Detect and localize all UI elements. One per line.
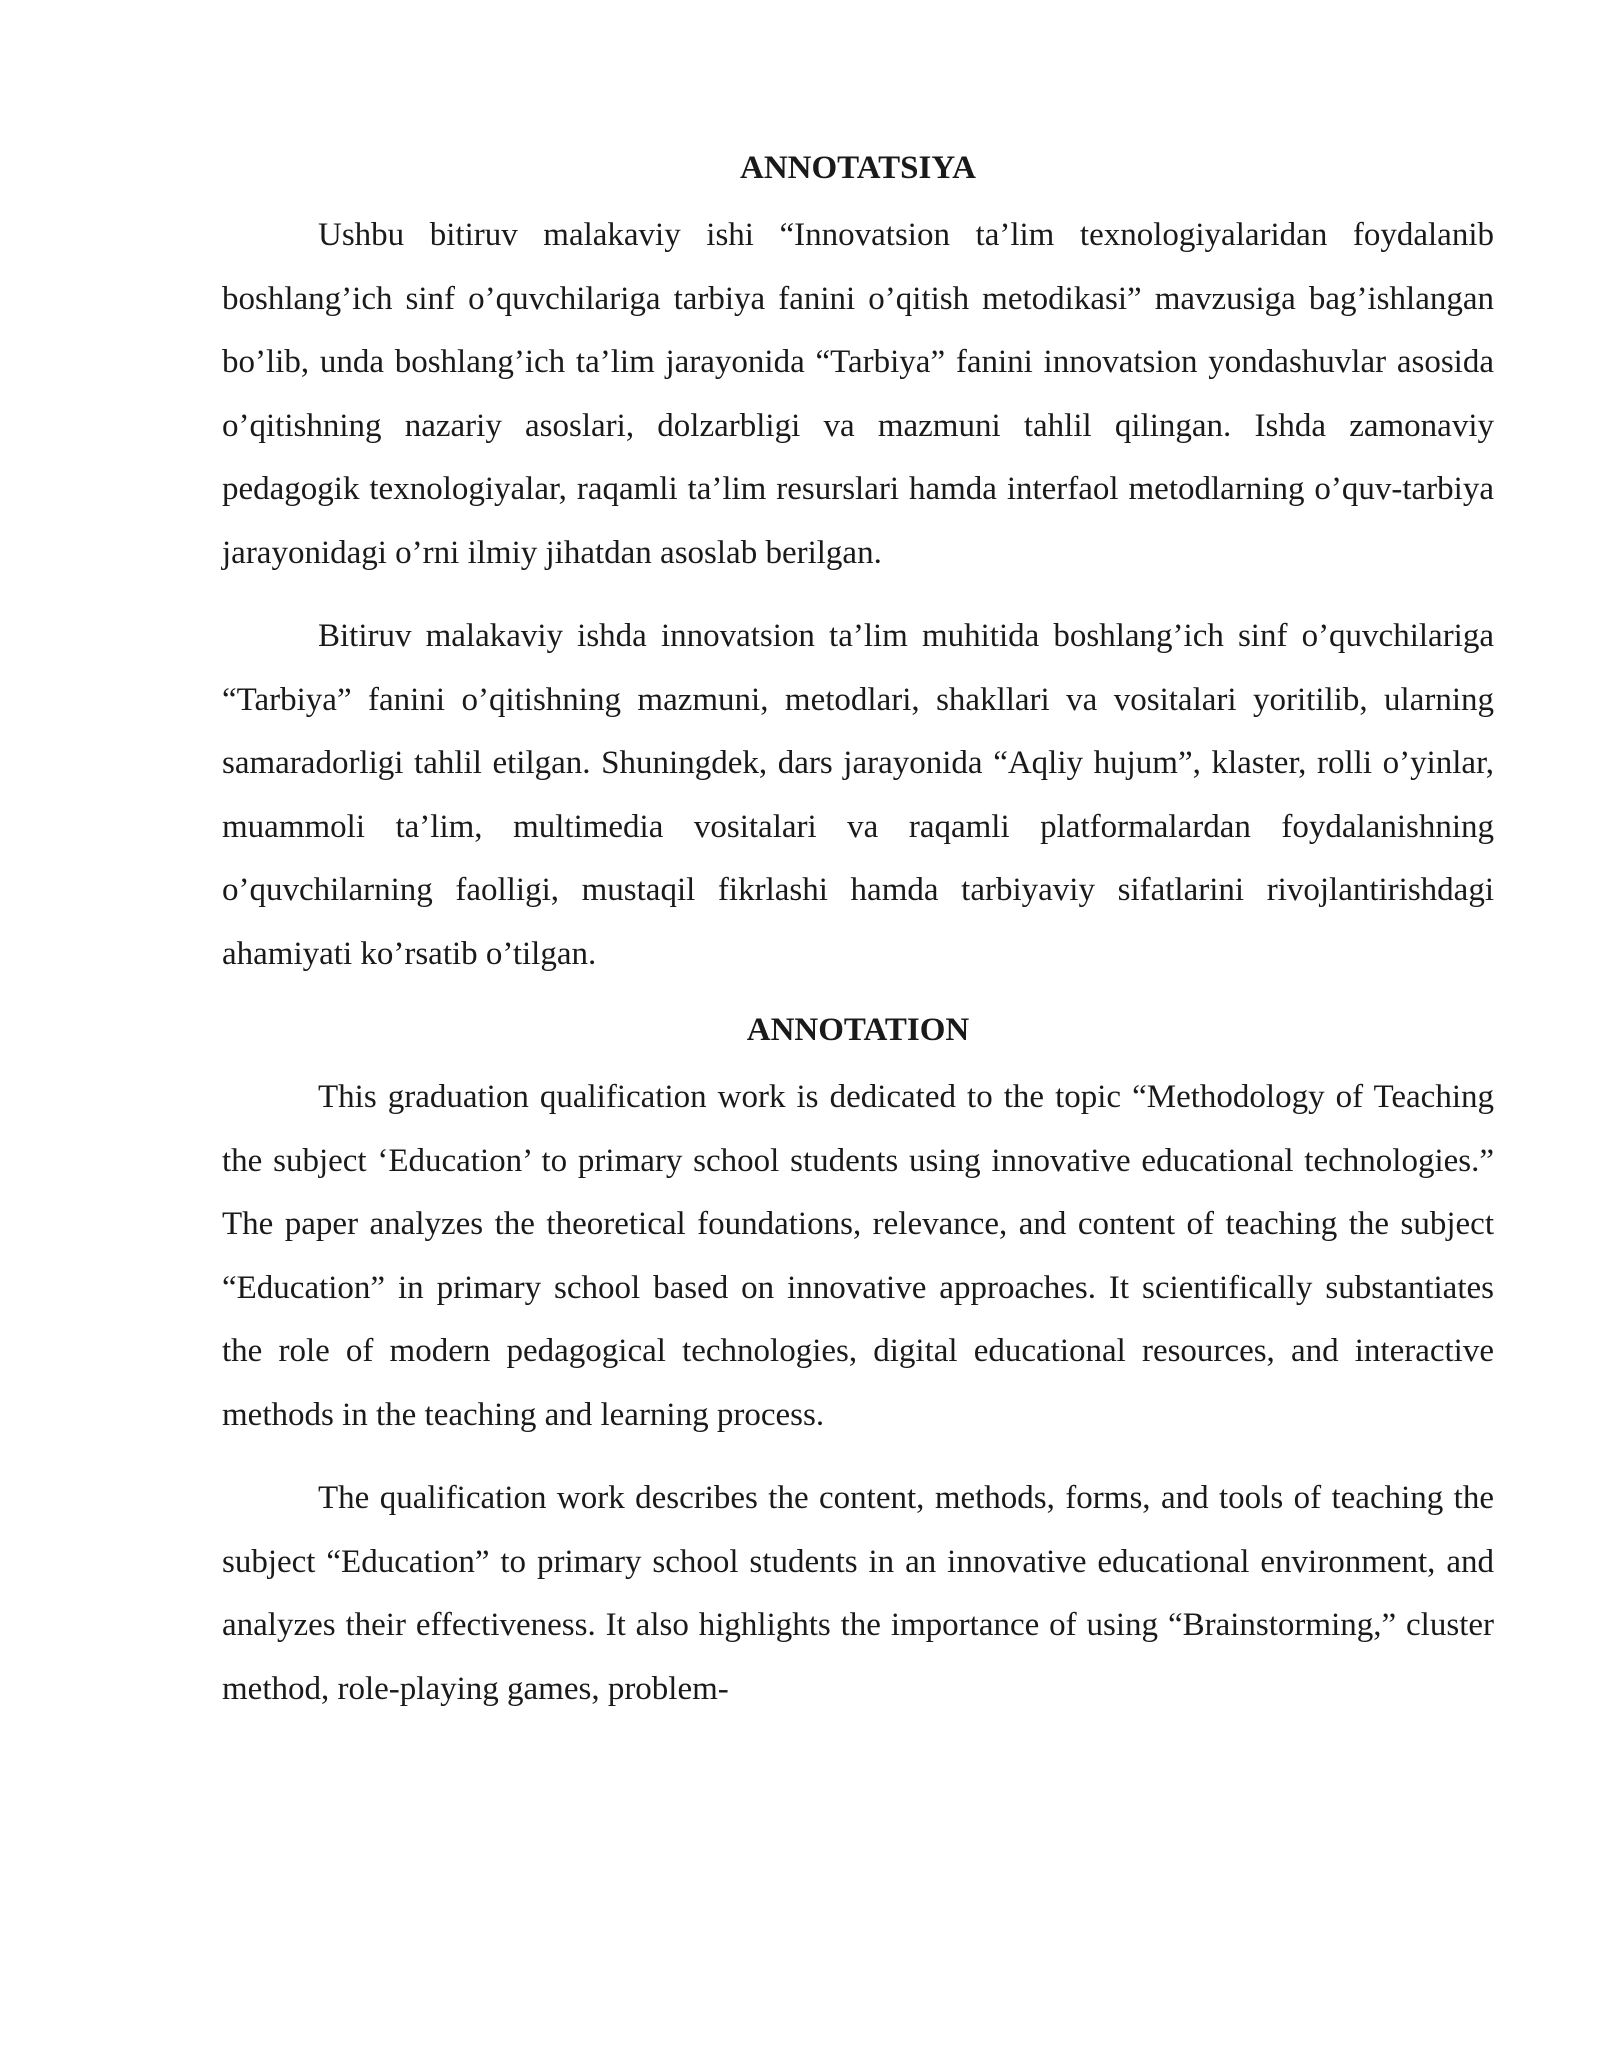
paragraph-en-1: This graduation qualification work is dedicated to the topic “Methodology of Teaching the subject ‘Education’ to primary school students using innovative educational technologies.” The paper analyzes the theoretical foundations, relevance, and content of teaching the subject “Education” in primary school based on innovative approaches. It scientifically substantiates the role of modern pedagogical technologies, digital educational resources, and interactive methods in the teaching and learning process. (222, 1079, 1494, 1433)
heading-annotation: ANNOTATION (746, 1012, 970, 1048)
heading-annotatsiya: ANNOTATSIYA (740, 150, 976, 186)
document-page (222, 148, 1494, 1721)
paragraph-en-2: The qualification work describes the content, methods, forms, and tools of teaching the subject “Education” to primary school students in an innovative educational environment, and analyzes their effectiveness. It also highlights the importance of using “Brainstorming,” cluster method, role-playing games, problem- (222, 1480, 1494, 1707)
paragraph-uz-2: Bitiruv malakaviy ishda innovatsion ta’lim muhitida boshlang’ich sinf o’quvchilariga “Tarbiya” fanini o’qitishning mazmuni, metodlari, shakllari va vositalari yoritilib, ularning samaradorligi tahlil etilgan. Shuningdek, dars jarayonida “Aqliy hujum”, klaster, rolli o’yinlar, muammoli ta’lim, multimedia vositalari va raqamli platformalardan foydalanishning o’quvchilarning faolligi, mustaqil fikrlashi hamda tarbiyaviy sifatlarini rivojlantirishdagi ahamiyati ko’rsatib o’tilgan. (222, 618, 1494, 972)
paragraph-uz-1: Ushbu bitiruv malakaviy ishi “Innovatsion ta’lim texnologiyalaridan foydalanib boshlang’ich sinf o’quvchilariga tarbiya fanini o’qitish metodikasi” mavzusiga bag’ishlangan bo’lib, unda boshlang’ich ta’lim jarayonida “Tarbiya” fanini innovatsion yondashuvlar asosida o’qitishning nazariy asoslari, dolzarbligi va mazmuni tahlil qilingan. Ishda zamonaviy pedagogik texnologiyalar, raqamli ta’lim resurslari hamda interfaol metodlarning o’quv-tarbiya jarayonidagi o’rni ilmiy jihatdan asoslab berilgan. (222, 217, 1494, 571)
